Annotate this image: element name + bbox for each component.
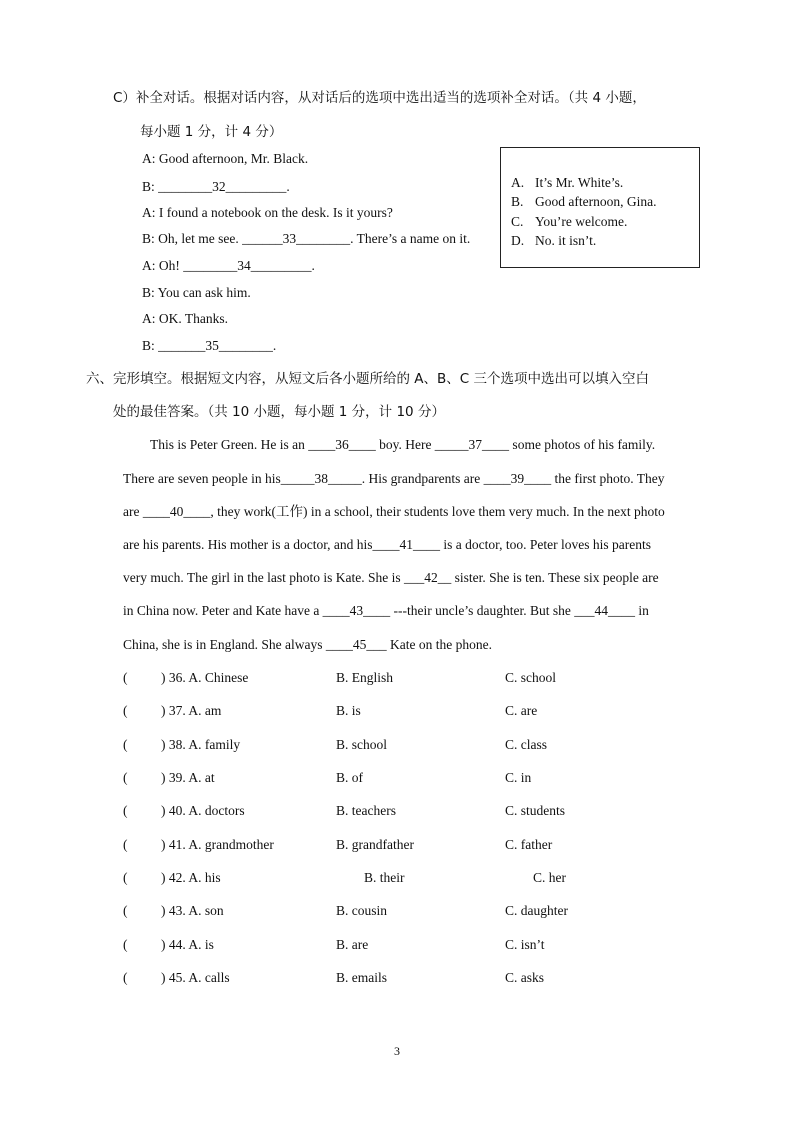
question-option-b: B. their (364, 870, 405, 885)
question-option-a: ) 44. A. is (161, 937, 214, 952)
options-box (500, 147, 700, 268)
dialog-line: B: _______35________. (142, 338, 277, 353)
dialog-line: A: Oh! ________34_________. (142, 258, 315, 273)
question-option-a: ) 43. A. son (161, 903, 224, 918)
section-c-heading-line2: 每小题 1 分，计 4 分） (140, 124, 283, 140)
dialog-line: B: You can ask him. (142, 285, 251, 300)
answer-paren: ( (123, 937, 128, 952)
question-option-c: C. students (505, 803, 566, 818)
question-option-b: B. teachers (336, 803, 396, 818)
passage-line: are his parents. His mother is a doctor, and his____41____ is a doctor, too. Peter loves his parents (123, 537, 651, 552)
question-option-b: B. cousin (336, 903, 388, 918)
option-key: B. (511, 194, 524, 209)
question-option-b: B. of (336, 770, 363, 785)
section-6-heading-line2: 处的最佳答案。（共 10 小题，每小题 1 分，计 10 分） (113, 404, 445, 420)
dialog-line: B: ________32_________. (142, 179, 290, 194)
answer-paren: ( (123, 737, 128, 752)
option-text: No. it isn’t. (535, 233, 597, 248)
answer-paren: ( (123, 837, 128, 852)
page-number: 3 (394, 1044, 400, 1058)
question-option-b: B. is (336, 703, 361, 718)
question-option-a: ) 45. A. calls (161, 970, 230, 985)
option-key: A. (511, 175, 525, 190)
question-option-a: ) 39. A. at (161, 770, 215, 785)
question-option-c: C. asks (505, 970, 545, 985)
question-option-c: C. father (505, 837, 553, 852)
question-option-c: C. are (505, 703, 538, 718)
section-6-heading: 六、完形填空。根据短文内容，从短文后各小题所给的 A、B、C 三个选项中选出可以填入空白 (86, 371, 650, 387)
option-b (511, 194, 656, 210)
answer-paren: ( (123, 803, 128, 818)
option-text: Good afternoon, Gina. (535, 194, 657, 209)
answer-paren: ( (123, 903, 128, 918)
section-c-heading: C）补全对话。根据对话内容，从对话后的选项中选出适当的选项补全对话。（共 4 小题， (113, 90, 646, 106)
answer-paren: ( (123, 870, 128, 885)
question-option-a: ) 41. A. grandmother (161, 837, 274, 852)
question-option-a: ) 37. A. am (161, 703, 222, 718)
question-option-b: B. emails (336, 970, 387, 985)
question-option-a: ) 38. A. family (161, 737, 241, 752)
question-option-c: C. daughter (505, 903, 568, 918)
option-key: D. (511, 233, 525, 248)
passage-line: China, she is in England. She always ____45___ Kate on the phone. (123, 637, 492, 652)
dialog-line: A: Good afternoon, Mr. Black. (142, 151, 309, 166)
answer-paren: ( (123, 770, 128, 785)
question-option-a: ) 42. A. his (161, 870, 221, 885)
question-option-a: ) 40. A. doctors (161, 803, 245, 818)
answer-paren: ( (123, 670, 128, 685)
option-a (511, 175, 623, 191)
option-d (511, 233, 596, 249)
option-c (511, 214, 627, 230)
question-option-b: B. school (336, 737, 388, 752)
dialog-line: A: OK. Thanks. (142, 311, 228, 326)
passage-line: are ____40____, they work(工作) in a school, their students love them very much. In the next photo (123, 504, 665, 519)
dialog-line: B: Oh, let me see. ______33________. There’s a name on it. (142, 231, 471, 246)
question-option-b: B. grandfather (336, 837, 414, 852)
question-option-c: C. school (505, 670, 557, 685)
question-option-b: B. are (336, 937, 369, 952)
passage-line: There are seven people in his_____38_____. His grandparents are ____39____ the first photo. They (123, 471, 665, 486)
passage-line: very much. The girl in the last photo is Kate. She is ___42__ sister. She is ten. These six people are (123, 570, 659, 585)
option-key: C. (511, 214, 524, 229)
option-text: You’re welcome. (535, 214, 628, 229)
question-option-b: B. English (336, 670, 394, 685)
passage-line: in China now. Peter and Kate have a ____43____ ---their uncle’s daughter. But she ___44____ in (123, 603, 649, 618)
question-option-c: C. class (505, 737, 547, 752)
question-option-a: ) 36. A. Chinese (161, 670, 249, 685)
question-option-c: C. in (505, 770, 532, 785)
option-text: It’s Mr. White’s. (535, 175, 624, 190)
answer-paren: ( (123, 703, 128, 718)
question-option-c: C. isn’t (505, 937, 545, 952)
question-option-c: C. her (533, 870, 566, 885)
answer-paren: ( (123, 970, 128, 985)
passage-line: This is Peter Green. He is an ____36____ boy. Here _____37____ some photos of his family. (150, 437, 656, 452)
dialog-line: A: I found a notebook on the desk. Is it yours? (142, 205, 393, 220)
